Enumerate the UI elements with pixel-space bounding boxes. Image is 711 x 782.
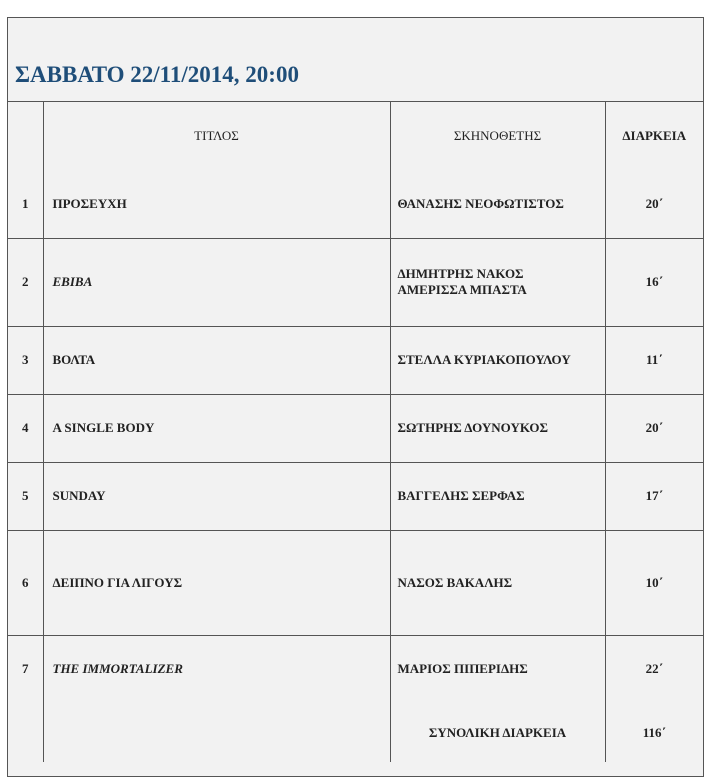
film-title: SUNDAY <box>43 462 390 530</box>
header-duration: ΔΙΑΡΚΕΙΑ <box>605 102 703 170</box>
film-director <box>390 635 605 703</box>
film-director <box>390 238 605 326</box>
total-duration: 116΄ <box>605 703 703 762</box>
page-title: ΣΑΒΒΑΤΟ 22/11/2014, 20:00 <box>15 62 299 87</box>
film-title: EBIBA <box>43 238 390 326</box>
film-number: 6 <box>8 530 43 635</box>
film-number: 4 <box>8 394 43 462</box>
film-director <box>390 394 605 462</box>
film-director <box>390 462 605 530</box>
table-row <box>8 238 703 326</box>
film-duration: 17΄ <box>605 462 703 530</box>
total-title-cell <box>43 703 390 762</box>
film-title: THE IMMORTALIZER <box>43 635 390 703</box>
table-header-row <box>8 102 703 170</box>
heading-row <box>8 18 703 102</box>
director-name: ΣΤΕΛΛΑ ΚΥΡΙΑΚΟΠΟΥΛΟΥ <box>397 352 571 367</box>
header-title <box>43 102 390 170</box>
film-rows <box>8 170 703 703</box>
table-row <box>8 326 703 394</box>
director-name: ΔΗΜΗΤΡΗΣ ΝΑΚΟΣ <box>397 266 524 281</box>
film-number: 3 <box>8 326 43 394</box>
film-duration: 11΄ <box>605 326 703 394</box>
director-name: ΣΩΤΗΡΗΣ ΔΟΥΝΟΥΚΟΣ <box>397 420 548 435</box>
film-number: 7 <box>8 635 43 703</box>
total-label: ΣΥΝΟΛΙΚΗ ΔΙΑΡΚΕΙΑ <box>390 703 605 762</box>
table-row <box>8 394 703 462</box>
table-row <box>8 462 703 530</box>
film-director <box>390 170 605 238</box>
director-name: ΒΑΓΓΕΛΗΣ ΣΕΡΦΑΣ <box>397 488 525 503</box>
film-title: ΔΕΙΠΝΟ ΓΙΑ ΛΙΓΟΥΣ <box>43 530 390 635</box>
film-director <box>390 326 605 394</box>
table-row <box>8 635 703 703</box>
header-director-label: ΣΚΗΝΟΘΕΤΗΣ <box>453 128 542 143</box>
header-number <box>8 102 43 170</box>
film-number: 5 <box>8 462 43 530</box>
film-number: 2 <box>8 238 43 326</box>
director-name: ΘΑΝΑΣΗΣ ΝΕΟΦΩΤΙΣΤΟΣ <box>397 195 564 211</box>
table-row <box>8 170 703 238</box>
total-row <box>8 703 703 762</box>
film-duration: 20΄ <box>605 394 703 462</box>
director-name: ΜΑΡΙΟΣ ΠΙΠΕΡΙΔΗΣ <box>397 661 528 677</box>
film-duration: 22΄ <box>605 635 703 703</box>
film-schedule-table <box>8 102 703 762</box>
film-title: A SINGLE BODY <box>43 394 390 462</box>
film-number: 1 <box>8 170 43 238</box>
film-duration: 10΄ <box>605 530 703 635</box>
film-title: ΒΟΛΤΑ <box>43 326 390 394</box>
header-director <box>390 102 605 170</box>
director-name: ΑΜΕΡΙΣΣΑ ΜΠΑΣΤΑ <box>397 282 527 297</box>
table-row <box>8 530 703 635</box>
schedule-sheet <box>7 17 704 777</box>
director-name: ΝΑΣΟΣ ΒΑΚΑΛΗΣ <box>397 574 513 590</box>
film-duration: 20΄ <box>605 170 703 238</box>
film-title: ΠΡΟΣΕΥΧΗ <box>43 170 390 238</box>
film-director <box>390 530 605 635</box>
header-title-label: ΤΙΤΛΟΣ <box>194 128 239 143</box>
total-number-cell <box>8 703 43 762</box>
film-duration: 16΄ <box>605 238 703 326</box>
